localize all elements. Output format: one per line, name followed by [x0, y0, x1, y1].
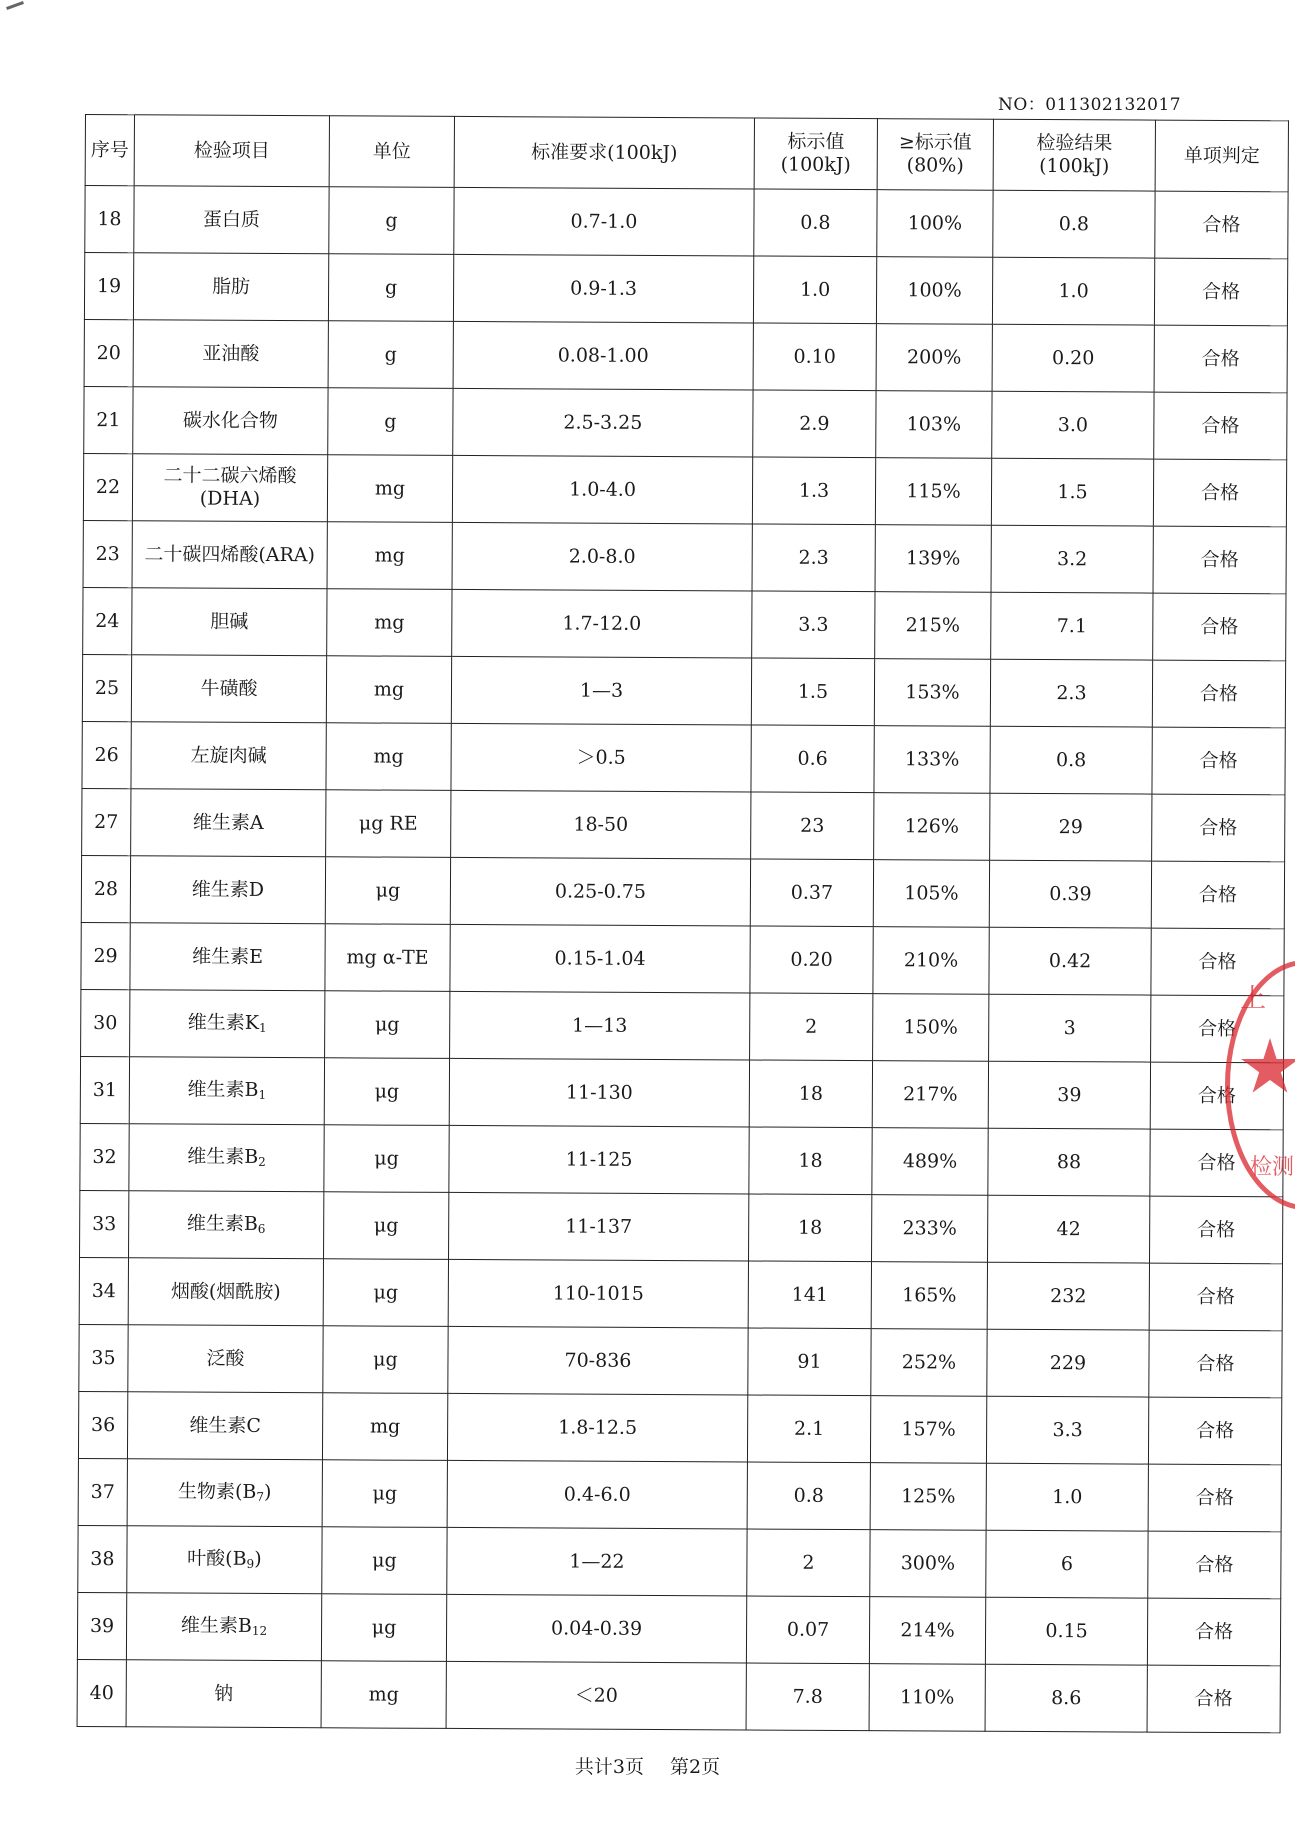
cell-pct: 210% [873, 927, 989, 995]
table-row [79, 1257, 1282, 1330]
cell-seq: 36 [78, 1391, 127, 1458]
cell-pct: 105% [873, 860, 989, 928]
cell-label: 3.3 [752, 591, 875, 659]
cell-label: 2.3 [752, 524, 875, 592]
cell-item [130, 856, 325, 924]
item-name: 生物素(B [177, 1480, 257, 1504]
item-name: 维生素B [187, 1078, 259, 1102]
cell-verdict: 合格 [1151, 928, 1284, 996]
item-name: 二十二碳六烯酸 [163, 464, 297, 488]
cell-verdict: 合格 [1153, 526, 1286, 594]
cell-label: 2.1 [747, 1395, 870, 1463]
item-name: 维生素B [180, 1614, 252, 1638]
cell-seq: 33 [80, 1190, 129, 1257]
cell-verdict: 合格 [1151, 995, 1284, 1063]
cell-standard: 0.25-0.75 [450, 857, 750, 926]
cell-seq: 30 [81, 989, 130, 1056]
cell-verdict: 合格 [1150, 1129, 1283, 1197]
cell-label: 0.8 [754, 189, 877, 257]
cell-seq: 29 [81, 922, 130, 989]
item-name: 二十碳四烯酸(ARA) [144, 542, 316, 566]
cell-item [130, 923, 325, 991]
cell-result: 3.2 [991, 525, 1153, 593]
cell-pct: 233% [872, 1195, 988, 1263]
cell-seq: 23 [83, 520, 132, 587]
cell-unit: mg [322, 1393, 447, 1461]
cell-verdict: 合格 [1153, 459, 1286, 527]
cell-seq: 37 [78, 1458, 127, 1525]
cell-unit: μg [322, 1460, 447, 1528]
cell-label: 7.8 [746, 1663, 869, 1731]
cell-standard: 11-137 [449, 1192, 749, 1261]
cell-standard: 11-125 [449, 1125, 749, 1194]
table-row [84, 253, 1287, 326]
cell-seq: 34 [79, 1257, 128, 1324]
header-percent-line1: ≥标示值 [898, 131, 972, 154]
cell-result: 88 [988, 1128, 1150, 1196]
cell-standard: 1—3 [451, 656, 751, 725]
table-row [78, 1458, 1281, 1531]
cell-verdict: 合格 [1154, 392, 1287, 460]
cell-pct: 150% [873, 994, 989, 1062]
item-subscript: 6 [257, 1222, 266, 1237]
cell-item [131, 655, 326, 723]
cell-seq: 25 [82, 654, 131, 721]
header-result-line1: 检验结果 [1036, 132, 1113, 155]
cell-standard: 70-836 [448, 1326, 748, 1395]
cell-unit: mg [327, 589, 452, 657]
cell-standard: 0.08-1.00 [453, 321, 753, 390]
cell-standard: 1.0-4.0 [452, 455, 752, 524]
cell-label: 91 [748, 1328, 871, 1396]
scan-mark [6, 1, 24, 10]
cell-verdict: 合格 [1149, 1263, 1282, 1331]
table-row [80, 1123, 1283, 1196]
cell-label: 0.8 [747, 1462, 870, 1530]
cell-seq: 40 [77, 1659, 126, 1726]
cell-item [130, 990, 325, 1058]
cell-verdict: 合格 [1154, 258, 1287, 326]
cell-label: 1.3 [752, 457, 875, 525]
cell-unit: mg [327, 522, 452, 590]
item-name: 牛磺酸 [200, 677, 258, 700]
table-row [82, 654, 1285, 727]
cell-label: 23 [751, 792, 874, 860]
cell-unit: μg [325, 991, 450, 1059]
cell-label: 0.07 [746, 1596, 869, 1664]
header-label-value-line2: (100kJ) [780, 153, 851, 177]
cell-item [127, 1459, 322, 1527]
cell-result: 1.0 [992, 257, 1154, 325]
table-row [80, 1056, 1283, 1129]
item-name: 亚油酸 [202, 342, 260, 365]
cell-result: 229 [987, 1329, 1149, 1397]
cell-label: 18 [749, 1127, 872, 1195]
cell-label: 0.37 [750, 859, 873, 927]
item-name-line2: (DHA) [199, 487, 261, 510]
cell-verdict: 合格 [1151, 861, 1284, 929]
table-row [82, 721, 1285, 794]
cell-unit: mg α-TE [325, 924, 450, 992]
seal-text-top: 上 [1240, 984, 1267, 1014]
cell-result: 7.1 [991, 592, 1153, 660]
cell-seq: 21 [84, 386, 133, 453]
cell-pct: 165% [871, 1262, 987, 1330]
cell-standard: 1—22 [447, 1527, 747, 1596]
cell-seq: 28 [81, 855, 130, 922]
cell-verdict: 合格 [1154, 325, 1287, 393]
cell-label: 18 [749, 1194, 872, 1262]
item-name: 维生素E [192, 945, 264, 968]
cell-item [132, 521, 327, 589]
item-subscript: 1 [258, 1088, 267, 1103]
cell-verdict: 合格 [1153, 593, 1286, 661]
cell-unit: mg [321, 1661, 446, 1729]
table-row [78, 1391, 1281, 1464]
cell-pct: 214% [869, 1597, 985, 1665]
item-name: 维生素C [189, 1414, 261, 1437]
cell-result: 8.6 [985, 1664, 1147, 1732]
cell-pct: 139% [875, 525, 991, 593]
cell-seq: 27 [82, 788, 131, 855]
cell-item [132, 588, 327, 656]
cell-seq: 38 [78, 1525, 127, 1592]
cell-result: 3.3 [986, 1396, 1148, 1464]
cell-result: 232 [987, 1262, 1149, 1330]
cell-verdict: 合格 [1148, 1531, 1281, 1599]
cell-seq: 32 [80, 1123, 129, 1190]
cell-item [129, 1057, 324, 1125]
cell-standard: 0.7-1.0 [454, 187, 754, 256]
cell-standard: 1.8-12.5 [447, 1393, 747, 1462]
table-row [84, 319, 1287, 392]
cell-item [128, 1258, 323, 1326]
cell-standard: 1—13 [450, 991, 750, 1060]
item-name-suffix: ) [264, 1481, 272, 1504]
cell-label: 1.0 [753, 256, 876, 324]
cell-unit: μg [324, 1192, 449, 1260]
cell-result: 0.39 [989, 860, 1151, 928]
cell-standard: 0.15-1.04 [450, 924, 750, 993]
cell-standard: 1.7-12.0 [452, 589, 752, 658]
item-name: 叶酸(B [187, 1547, 247, 1571]
cell-label: 2 [750, 993, 873, 1061]
cell-result: 6 [986, 1530, 1148, 1598]
table-row [84, 386, 1287, 459]
cell-seq: 39 [77, 1592, 126, 1659]
cell-unit: g [328, 321, 453, 389]
inspection-table [77, 114, 1289, 1733]
cell-verdict: 合格 [1152, 794, 1285, 862]
item-name: 维生素A [192, 811, 264, 834]
item-name: 维生素B [186, 1212, 258, 1236]
cell-standard: 11-130 [449, 1058, 749, 1127]
report-number: NO：011302132017 [998, 95, 1182, 115]
cell-item [127, 1526, 322, 1594]
header-label-value-line1: 标示值 [787, 130, 845, 154]
cell-verdict: 合格 [1147, 1598, 1280, 1666]
cell-result: 42 [988, 1195, 1150, 1263]
cell-label: 18 [749, 1060, 872, 1128]
footer-current-page: 第2页 [670, 1756, 721, 1778]
cell-standard: 2.0-8.0 [452, 522, 752, 591]
item-subscript: 1 [258, 1021, 267, 1036]
cell-unit: mg [326, 656, 451, 724]
cell-result: 3 [989, 994, 1151, 1062]
cell-unit: μg [324, 1125, 449, 1193]
cell-unit: μg RE [326, 790, 451, 858]
cell-result: 0.42 [989, 927, 1151, 995]
cell-pct: 153% [874, 659, 990, 727]
cell-result: 3.0 [992, 391, 1154, 459]
table-row [85, 186, 1288, 259]
cell-item [133, 320, 328, 388]
item-subscript: 7 [256, 1490, 265, 1505]
cell-standard: 110-1015 [448, 1259, 748, 1328]
table-row [80, 1190, 1283, 1263]
cell-verdict: 合格 [1150, 1062, 1283, 1130]
cell-standard: 18-50 [451, 790, 751, 859]
cell-unit: mg [327, 455, 452, 523]
table-row [79, 1324, 1282, 1397]
cell-verdict: 合格 [1152, 660, 1285, 728]
cell-label: 141 [748, 1261, 871, 1329]
item-name: 胆碱 [210, 610, 249, 633]
cell-pct: 126% [874, 793, 990, 861]
cell-pct: 200% [876, 324, 992, 392]
cell-item [131, 722, 326, 790]
cell-label: 0.20 [750, 926, 873, 994]
cell-verdict: 合格 [1152, 727, 1285, 795]
table-row [83, 453, 1286, 526]
table-body [77, 186, 1288, 1733]
item-name: 维生素K [187, 1011, 260, 1035]
item-name-suffix: ) [254, 1548, 262, 1571]
cell-result: 39 [988, 1061, 1150, 1129]
cell-seq: 20 [84, 319, 133, 386]
item-name: 左旋肉碱 [190, 744, 267, 767]
cell-seq: 26 [82, 721, 131, 788]
cell-verdict: 合格 [1147, 1665, 1280, 1733]
header-seq: 序号 [85, 115, 134, 186]
cell-item [129, 1124, 324, 1192]
header-result-line2: (100kJ) [1039, 154, 1110, 178]
cell-unit: μg [323, 1259, 448, 1327]
cell-unit: g [329, 187, 454, 255]
cell-standard: 0.04-0.39 [446, 1594, 746, 1663]
cell-label: 0.10 [753, 323, 876, 391]
table-row [83, 587, 1286, 660]
cell-item [133, 387, 328, 455]
cell-result: 0.15 [985, 1597, 1147, 1665]
cell-seq: 18 [85, 186, 134, 253]
page-footer [0, 1752, 1295, 1779]
cell-verdict: 合格 [1148, 1464, 1281, 1532]
cell-item [133, 253, 328, 321]
header-result [993, 119, 1155, 191]
item-name: 泛酸 [206, 1347, 245, 1370]
header-standard: 标准要求(100kJ) [454, 116, 754, 189]
cell-seq: 35 [79, 1324, 128, 1391]
cell-result: 29 [990, 793, 1152, 861]
item-name: 蛋白质 [202, 208, 261, 231]
table-row [83, 520, 1286, 593]
cell-seq: 24 [83, 587, 132, 654]
cell-item [126, 1593, 321, 1661]
table-row [82, 788, 1285, 861]
table-row [81, 989, 1284, 1062]
cell-label: 2 [747, 1529, 870, 1597]
cell-standard: 0.4-6.0 [447, 1460, 747, 1529]
cell-item [134, 186, 329, 254]
seal-text-bottom: 检测 [1250, 1155, 1295, 1180]
header-percent-line2: (80%) [906, 154, 964, 177]
table-row [77, 1659, 1280, 1732]
table-header-row [85, 115, 1288, 192]
table-row [81, 855, 1284, 928]
cell-label: 2.9 [753, 390, 876, 458]
cell-unit: mg [326, 723, 451, 791]
header-percent [877, 119, 993, 191]
cell-unit: g [328, 254, 453, 322]
cell-result: 1.0 [986, 1463, 1148, 1531]
item-subscript: 9 [246, 1557, 255, 1572]
cell-pct: 252% [871, 1329, 987, 1397]
header-verdict: 单项判定 [1155, 120, 1288, 192]
header-item: 检验项目 [134, 115, 329, 187]
cell-seq: 22 [83, 453, 132, 520]
cell-pct: 110% [869, 1664, 985, 1732]
cell-standard: 2.5-3.25 [453, 388, 753, 457]
item-name: 烟酸(烟酰胺) [170, 1280, 281, 1303]
cell-result: 0.8 [993, 190, 1155, 258]
cell-standard: ＞0.5 [451, 723, 751, 792]
cell-result: 0.8 [990, 726, 1152, 794]
cell-pct: 157% [870, 1396, 986, 1464]
item-name: 维生素B [187, 1145, 259, 1169]
cell-result: 2.3 [990, 659, 1152, 727]
item-name: 维生素D [191, 878, 265, 901]
table-row [77, 1592, 1280, 1665]
cell-pct: 115% [875, 458, 991, 526]
cell-item [129, 1191, 324, 1259]
cell-pct: 300% [870, 1530, 986, 1598]
cell-pct: 100% [877, 190, 993, 258]
header-label-value [754, 118, 877, 190]
cell-pct: 125% [870, 1463, 986, 1531]
cell-item [131, 789, 326, 857]
cell-verdict: 合格 [1149, 1330, 1282, 1398]
item-name: 脂肪 [212, 275, 251, 298]
cell-standard: 0.9-1.3 [453, 254, 753, 323]
cell-verdict: 合格 [1155, 191, 1288, 259]
header-unit: 单位 [329, 116, 454, 188]
item-subscript: 2 [258, 1155, 266, 1170]
cell-item [127, 1392, 322, 1460]
cell-item [126, 1660, 321, 1728]
table-row [78, 1525, 1281, 1598]
cell-pct: 215% [875, 592, 991, 660]
cell-label: 0.6 [751, 725, 874, 793]
cell-pct: 217% [872, 1061, 988, 1129]
item-subscript: 12 [251, 1624, 268, 1639]
table-row [81, 922, 1284, 995]
cell-seq: 31 [80, 1056, 129, 1123]
cell-pct: 100% [876, 257, 992, 325]
cell-result: 0.20 [992, 324, 1154, 392]
cell-unit: μg [324, 1058, 449, 1126]
cell-result: 1.5 [991, 458, 1153, 526]
cell-item [128, 1325, 323, 1393]
cell-verdict: 合格 [1149, 1196, 1282, 1264]
footer-total-pages: 共计3页 [574, 1756, 644, 1778]
cell-standard: ＜20 [446, 1661, 746, 1730]
cell-unit: μg [322, 1527, 447, 1595]
cell-pct: 133% [874, 726, 990, 794]
cell-pct: 489% [872, 1128, 988, 1196]
cell-item [132, 454, 327, 522]
cell-verdict: 合格 [1148, 1397, 1281, 1465]
cell-seq: 19 [84, 253, 133, 320]
item-name: 碳水化合物 [182, 409, 278, 432]
cell-pct: 103% [876, 391, 992, 459]
cell-label: 1.5 [751, 658, 874, 726]
cell-unit: μg [323, 1326, 448, 1394]
cell-unit: μg [325, 857, 450, 925]
cell-unit: g [328, 388, 453, 456]
cell-unit: μg [321, 1594, 446, 1662]
item-name: 钠 [214, 1682, 234, 1705]
